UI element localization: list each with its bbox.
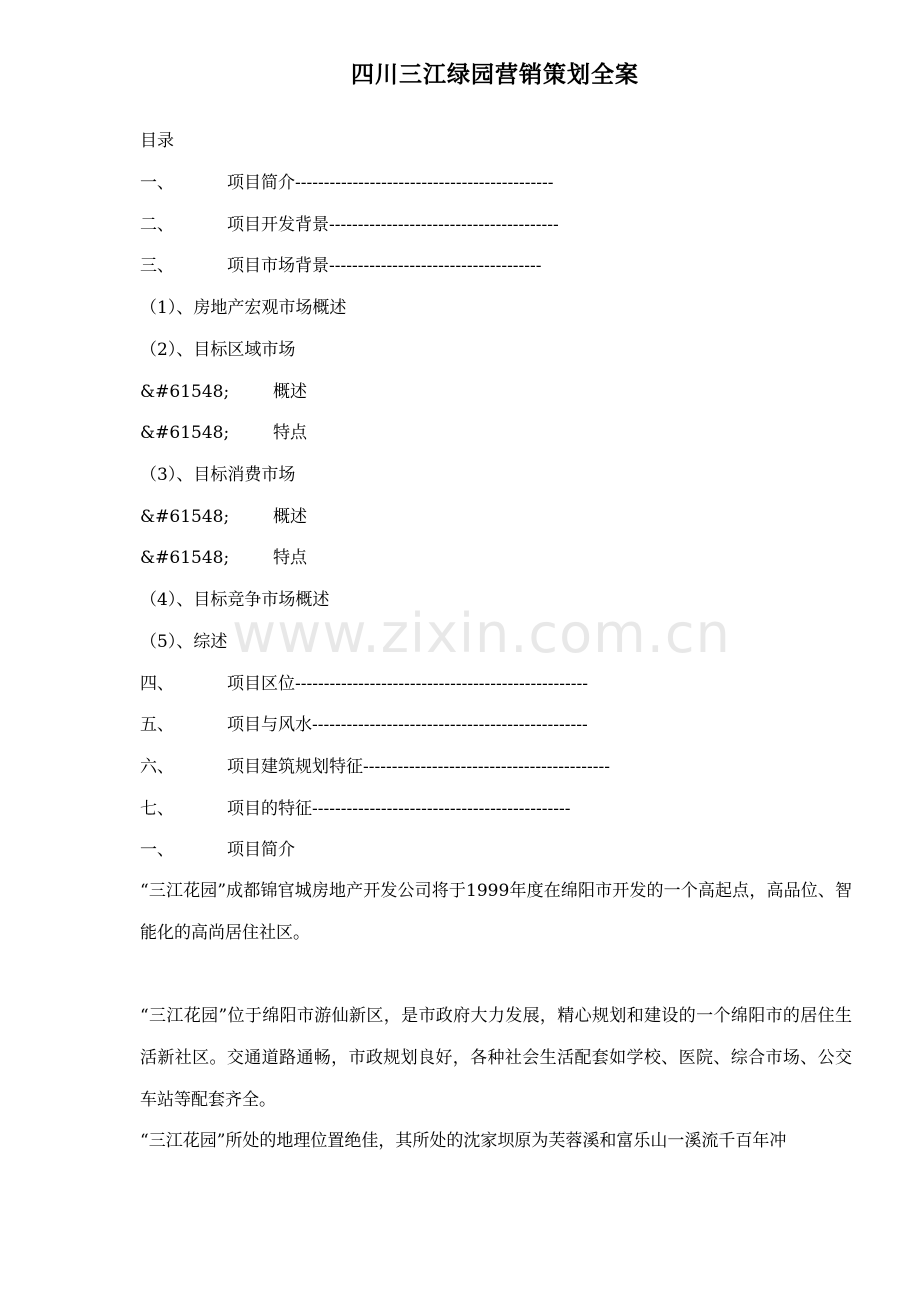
toc-subitem: （5）、综述 <box>140 632 228 652</box>
toc-bullet-item <box>140 546 307 570</box>
toc-item-text: 项目的特征--------------------------------------------- <box>227 799 571 819</box>
toc-bullet-item <box>140 380 307 404</box>
toc-item-text: 项目区位--------------------------------------------------- <box>227 674 588 694</box>
toc-item-6 <box>140 755 610 779</box>
toc-item-4 <box>140 672 588 696</box>
body-paragraph-3: “三江花园”所处的地理位置绝佳，其所处的沈家坝原为芙蓉溪和富乐山一溪流千百年冲 <box>140 1131 787 1151</box>
toc-item-text: 特点 <box>273 548 307 568</box>
section-heading <box>140 838 295 862</box>
toc-item-number: 二、 <box>140 215 174 235</box>
toc-item-text: 概述 <box>273 382 307 402</box>
toc-item-1 <box>140 171 554 195</box>
toc-item-number: 一、 <box>140 173 174 193</box>
toc-item-text: 特点 <box>273 423 307 443</box>
toc-item-number: 七、 <box>140 799 174 819</box>
toc-item-3 <box>140 254 542 278</box>
toc-bullet-item <box>140 505 307 529</box>
toc-heading: 目录 <box>140 131 174 151</box>
document-title: 四川三江绿园营销策划全案 <box>351 62 639 88</box>
body-paragraph-2: “三江花园”位于绵阳市游仙新区，是市政府大力发展，精心规划和建设的一个绵阳市的居住生活新社区。交通道路通畅，市政规划良好，各种社会生活配套如学校、医院、综合市场、公交车站等配套齐全。 <box>140 1006 852 1110</box>
bullet-entity-text: &#61548; <box>140 382 230 402</box>
toc-subitem: （2）、目标区域市场 <box>140 340 296 360</box>
toc-subitem: （3）、目标消费市场 <box>140 465 296 485</box>
toc-item-number: 三、 <box>140 256 174 276</box>
toc-item-number: 四、 <box>140 674 174 694</box>
bullet-entity-text: &#61548; <box>140 423 230 443</box>
toc-item-text: 项目简介--------------------------------------------- <box>227 173 554 193</box>
toc-item-text: 概述 <box>273 507 307 527</box>
bullet-entity-text: &#61548; <box>140 507 230 527</box>
toc-item-number: 五、 <box>140 715 174 735</box>
section-number: 一、 <box>140 840 174 860</box>
bullet-entity-text: &#61548; <box>140 548 230 568</box>
body-paragraph-1: “三江花园”成都锦官城房地产开发公司将于1999年度在绵阳市开发的一个高起点，高品位、智能化的高尚居住社区。 <box>140 881 852 943</box>
toc-item-number: 六、 <box>140 757 174 777</box>
toc-subitem: （1）、房地产宏观市场概述 <box>140 298 347 318</box>
toc-bullet-item <box>140 421 307 445</box>
toc-item-text: 项目建筑规划特征------------------------------------------- <box>227 757 610 777</box>
toc-item-5 <box>140 713 588 737</box>
toc-item-2 <box>140 213 559 237</box>
section-title: 项目简介 <box>227 840 295 860</box>
toc-item-text: 项目与风水------------------------------------------------ <box>227 715 588 735</box>
toc-item-text: 项目市场背景------------------------------------- <box>227 256 542 276</box>
toc-item-7 <box>140 797 571 821</box>
toc-subitem: （4）、目标竞争市场概述 <box>140 590 330 610</box>
watermark-text: www.zixin.com.cn <box>232 602 731 665</box>
toc-item-text: 项目开发背景---------------------------------------- <box>227 215 559 235</box>
